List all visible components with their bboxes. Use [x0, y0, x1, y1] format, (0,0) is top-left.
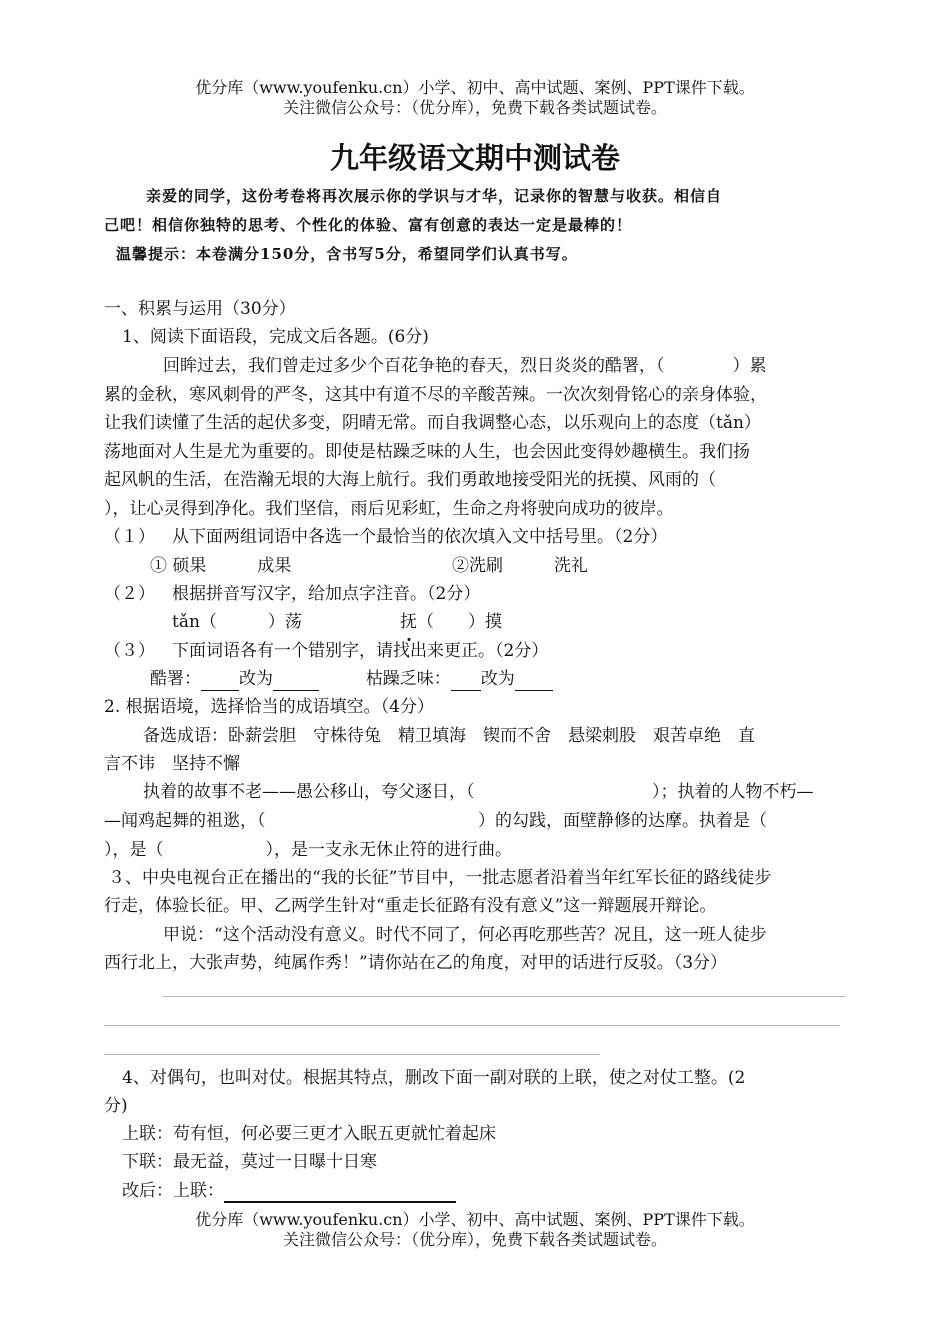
couplet-upper: 上联：苟有恒，何必要三更才入眠五更就忙着起床	[122, 1124, 496, 1144]
q1-para-line: 回眸过去，我们曾走过多少个百花争艳的春天，烈日炎炎的酷署，（ ）累	[163, 356, 767, 376]
q1-sub3-number: （３）	[104, 641, 155, 661]
q2-options-line: 言不讳 坚持不懈	[104, 754, 240, 774]
q4-stem: 4、对偶句，也叫对仗。根据其特点，删改下面一副对联的上联，使之对仗工整。(2	[122, 1068, 746, 1088]
q1-para-line: 荡地面对人生是尤为重要的。即使是枯躁乏味的人生，也会因此变得妙趣横生。我们扬	[104, 442, 750, 462]
header-line-1: 优分库（www.youfenku.cn）小学、初中、高中试题、案例、PPT课件下载。	[195, 78, 755, 97]
q1-sub2-number: （２）	[104, 584, 155, 604]
intro-tip: 温馨提示：本卷满分150分，含书写5分，希望同学们认真书写。	[116, 245, 578, 263]
q1-sub1-option-2: ②洗刷 洗礼	[452, 556, 588, 576]
q2-text-d: ）的勾践，面壁静修的达摩。执着是（	[478, 811, 767, 831]
q1-sub2-pinyin-blank: tǎn（ ）荡	[172, 612, 302, 632]
q1-sub2-phonetic-blank	[400, 610, 502, 634]
intro-line-2: 己吧！相信你独特的思考、个性化的体验、富有创意的表达一定是最棒的！	[104, 216, 633, 234]
q2-text-e: ），是（ ），是一支永无休止符的进行曲。	[104, 840, 512, 860]
answer-blank[interactable]	[515, 672, 553, 691]
couplet-revised	[122, 1179, 456, 1203]
q3-line: 行走，体验长征。甲、乙两学生针对“重走长征路有没有意义”这一辩题展开辩论。	[104, 896, 717, 916]
answer-line[interactable]	[104, 1025, 840, 1026]
q1-sub2-text: 根据拼音写汉字，给加点字注音。（2分）	[172, 584, 481, 604]
change-to-label: 改为	[480, 669, 515, 689]
q1-sub1-number: （１）	[104, 527, 155, 547]
q4-stem-cont: 分)	[104, 1096, 128, 1116]
q2-text-a: 执着的故事不老——愚公移山，夸父逐日，（	[143, 782, 475, 802]
q3-line: ３、中央电视台正在播出的“我的长征”节目中，一批志愿者沿着当年红军长征的路线徒步	[108, 868, 772, 888]
answer-blank[interactable]	[201, 672, 239, 691]
q1-stem: 1、阅读下面语段，完成文后各题。(6分)	[122, 327, 429, 347]
q1-sub1-option-1: ① 硕果 成果	[150, 556, 292, 576]
page-title: 九年级语文期中测试卷	[329, 141, 620, 175]
q1-sub3-text: 下面词语各有一个错别字，请找出来更正。（2分）	[172, 641, 549, 661]
q1-para-line: 起风帆的生活，在浩瀚无垠的大海上航行。我们勇敢地接受阳光的抚摸、风雨的（	[104, 470, 716, 490]
answer-blank[interactable]	[451, 672, 481, 691]
wrong-word-label: 枯躁乏味：	[365, 669, 451, 689]
answer-line[interactable]	[163, 996, 846, 997]
q1-para-line: 累的金秋，寒风刺骨的严冬，这其中有道不尽的辛酸苦辣。一次次刻骨铭心的亲身体验，	[104, 385, 767, 405]
revised-answer-blank[interactable]	[224, 1183, 456, 1203]
q1-sub1-text: 从下面两组词语中各选一个最恰当的依次填入文中括号里。（2分）	[172, 527, 668, 547]
dotted-char: 抚	[400, 612, 417, 632]
q2-text-b: ）；执着的人物不朽—	[652, 782, 814, 802]
answer-line[interactable]	[104, 1054, 600, 1055]
q3-line: 西行北上，大张声势，纯属作秀！”请你站在乙的角度，对甲的话进行反驳。（3分）	[104, 953, 728, 973]
couplet-lower: 下联：最无益，莫过一日曝十日寒	[122, 1152, 377, 1172]
q1-sub3-correction	[150, 667, 553, 691]
q1-para-line: ），让心灵得到净化。我们坚信，雨后见彩虹，生命之舟将驶向成功的彼岸。	[104, 499, 674, 519]
answer-blank[interactable]	[273, 672, 319, 691]
q2-text-c: —闻鸡起舞的祖逖，（	[104, 811, 266, 831]
wrong-word-label: 酷署：	[150, 669, 201, 689]
footer-line-1: 优分库（www.youfenku.cn）小学、初中、高中试题、案例、PPT课件下载。	[195, 1210, 755, 1229]
q2-stem: 2. 根据语境，选择恰当的成语填空。（4分）	[104, 697, 434, 717]
q2-options-line: 备选成语：卧薪尝胆 守株待兔 精卫填海 锲而不舍 悬梁刺股 艰苦卓绝 直	[143, 726, 755, 746]
section-heading: 一、积累与运用（30分）	[104, 299, 296, 319]
revised-label: 改后：上联：	[122, 1181, 224, 1201]
change-to-label: 改为	[239, 669, 273, 689]
phonetic-blank-rest: （ ）摸	[417, 612, 502, 632]
footer-line-2: 关注微信公众号：（优分库），免费下载各类试题试卷。	[282, 1230, 667, 1249]
q1-para-line: 让我们读懂了生活的起伏多变，阴晴无常。而自我调整心态，以乐观向上的态度（tǎn）	[104, 413, 761, 433]
q3-line: 甲说：“这个活动没有意义。时代不同了，何必再吃那些苦？况且，这一班人徒步	[163, 925, 767, 945]
intro-line-1: 亲爱的同学，这份考卷将再次展示你的学识与才华，记录你的智慧与收获。相信自	[146, 187, 723, 205]
header-line-2: 关注微信公众号：（优分库），免费下载各类试题试卷。	[282, 98, 667, 117]
